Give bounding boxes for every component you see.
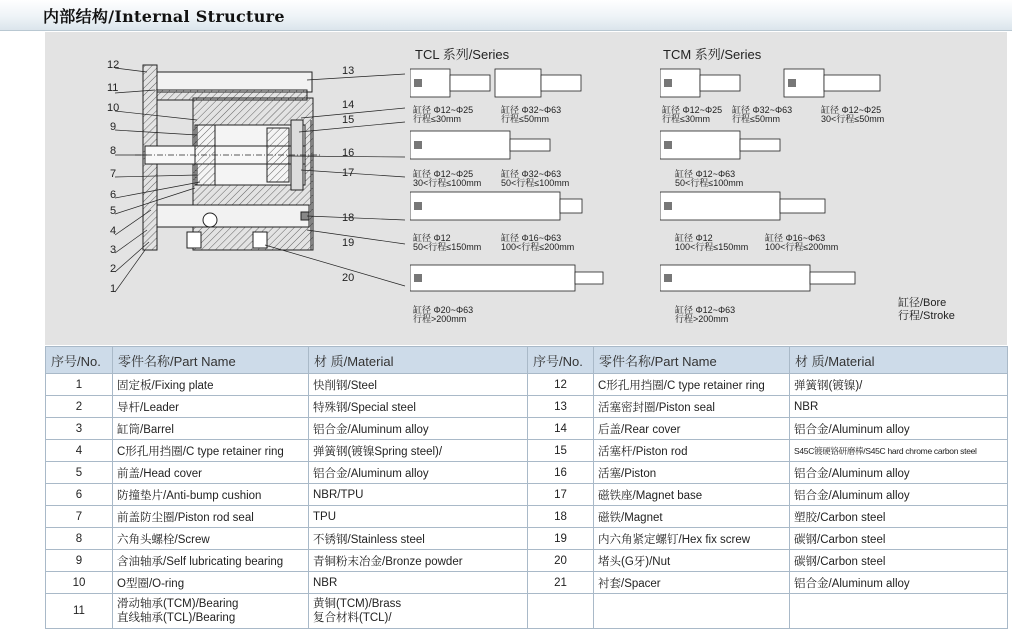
table-row xyxy=(46,484,1008,506)
part-name: 内六角紧定螺钉/Hex fix screw xyxy=(594,528,790,550)
part-name: 堵头(G牙)/Nut xyxy=(594,550,790,572)
tcl-label-1: 缸径 Φ12~Φ25 行程≤30mm xyxy=(413,105,474,124)
part-material: NBR xyxy=(790,396,1008,418)
part-name: 衬套/Spacer xyxy=(594,572,790,594)
part-no: 17 xyxy=(528,484,594,506)
part-name: 活塞密封圈/Piston seal xyxy=(594,396,790,418)
tcm-label-1: 缸径 Φ12~Φ25 行程≤30mm xyxy=(662,105,723,124)
part-material: 特殊钢/Special steel xyxy=(309,396,528,418)
table-row xyxy=(46,462,1008,484)
part-no: 8 xyxy=(46,528,113,550)
part-name: C形孔用挡圈/C type retainer ring xyxy=(113,440,309,462)
part-name: O型圈/O-ring xyxy=(113,572,309,594)
table-row xyxy=(46,506,1008,528)
table-row xyxy=(46,374,1008,396)
tcm-label-4: 缸径 Φ12~Φ63 50<行程≤100mm xyxy=(675,169,744,188)
part-name: 活塞杆/Piston rod xyxy=(594,440,790,462)
part-no: 20 xyxy=(528,550,594,572)
legend-stroke: 行程/Stroke xyxy=(898,310,955,322)
part-name: 前盖/Head cover xyxy=(113,462,309,484)
part-material: 铝合金/Aluminum alloy xyxy=(790,484,1008,506)
table-header-row xyxy=(46,347,1008,374)
part-material: 弹簧钢(镀镍)/ xyxy=(790,374,1008,396)
empty-cell xyxy=(594,594,790,629)
callout-19: 19 xyxy=(342,237,355,249)
part-material: 青铜粉末冶金/Bronze powder xyxy=(309,550,528,572)
part-no: 2 xyxy=(46,396,113,418)
part-no: 18 xyxy=(528,506,594,528)
tcm-label-3: 缸径 Φ12~Φ25 30<行程≤50mm xyxy=(821,105,885,124)
callout-11: 11 xyxy=(107,82,119,94)
part-no: 12 xyxy=(528,374,594,396)
part-name: 固定板/Fixing plate xyxy=(113,374,309,396)
part-material: 黄铜(TCM)/Brass 复合材料(TCL)/ xyxy=(309,594,528,629)
tcl-label-7: 缸径 Φ20~Φ63 行程>200mm xyxy=(413,305,474,324)
part-no: 14 xyxy=(528,418,594,440)
part-material: 铝合金/Aluminum alloy xyxy=(309,418,528,440)
callout-2: 2 xyxy=(110,263,117,275)
part-name: 后盖/Rear cover xyxy=(594,418,790,440)
part-material: 不锈钢/Stainless steel xyxy=(309,528,528,550)
part-no: 5 xyxy=(46,462,113,484)
part-no: 6 xyxy=(46,484,113,506)
part-material: 铝合金/Aluminum alloy xyxy=(790,572,1008,594)
part-name: C形孔用挡圈/C type retainer ring xyxy=(594,374,790,396)
tcm-series-title: TCM 系列/Series xyxy=(663,47,762,62)
part-material: 铝合金/Aluminum alloy xyxy=(309,462,528,484)
header-material: 材 质/Material xyxy=(309,347,528,374)
part-no: 3 xyxy=(46,418,113,440)
callout-18: 18 xyxy=(342,212,355,224)
header-no: 序号/No. xyxy=(528,347,594,374)
table-row xyxy=(46,418,1008,440)
callout-15: 15 xyxy=(342,114,355,126)
part-no: 1 xyxy=(46,374,113,396)
tcm-label-2: 缸径 Φ32~Φ63 行程≤50mm xyxy=(732,105,793,124)
part-no: 19 xyxy=(528,528,594,550)
part-no: 21 xyxy=(528,572,594,594)
callout-4: 4 xyxy=(110,225,117,237)
part-no: 13 xyxy=(528,396,594,418)
empty-cell xyxy=(528,594,594,629)
part-name: 含油轴承/Self lubricating bearing xyxy=(113,550,309,572)
part-no: 11 xyxy=(46,594,113,629)
callout-5: 5 xyxy=(110,205,117,217)
part-name: 磁铁/Magnet xyxy=(594,506,790,528)
part-name: 滑动轴承(TCM)/Bearing 直线轴承(TCL)/Bearing xyxy=(113,594,309,629)
callout-10: 10 xyxy=(107,102,120,114)
callout-1: 1 xyxy=(110,283,117,295)
part-no: 4 xyxy=(46,440,113,462)
title-bar xyxy=(0,0,1012,31)
callout-8: 8 xyxy=(110,145,117,157)
part-name: 防撞垫片/Anti-bump cushion xyxy=(113,484,309,506)
part-material: TPU xyxy=(309,506,528,528)
tcl-series-title: TCL 系列/Series xyxy=(415,47,510,62)
cross-section-diagram xyxy=(115,60,415,320)
part-no: 15 xyxy=(528,440,594,462)
part-name: 磁铁座/Magnet base xyxy=(594,484,790,506)
callout-6: 6 xyxy=(110,189,117,201)
tcl-label-3: 缸径 Φ12~Φ25 30<行程≤100mm xyxy=(413,169,482,188)
tcl-label-6: 缸径 Φ16~Φ63 100<行程≤200mm xyxy=(501,233,575,252)
tcl-label-4: 缸径 Φ32~Φ63 50<行程≤100mm xyxy=(501,169,570,188)
header-no: 序号/No. xyxy=(46,347,113,374)
table-row xyxy=(46,594,1008,629)
parts-table xyxy=(45,346,1008,629)
callout-9: 9 xyxy=(110,121,117,133)
part-material: 铝合金/Aluminum alloy xyxy=(790,462,1008,484)
part-name: 前盖防尘圈/Piston rod seal xyxy=(113,506,309,528)
part-no: 10 xyxy=(46,572,113,594)
part-no: 7 xyxy=(46,506,113,528)
part-no: 9 xyxy=(46,550,113,572)
table-row xyxy=(46,528,1008,550)
part-no: 16 xyxy=(528,462,594,484)
callout-16: 16 xyxy=(342,147,355,159)
part-material: 铝合金/Aluminum alloy xyxy=(790,418,1008,440)
part-material: 碳钢/Carbon steel xyxy=(790,550,1008,572)
tcl-label-2: 缸径 Φ32~Φ63 行程≤50mm xyxy=(501,105,562,124)
table-row xyxy=(46,440,1008,462)
part-name: 导杆/Leader xyxy=(113,396,309,418)
table-row xyxy=(46,396,1008,418)
callout-3: 3 xyxy=(110,244,117,256)
part-material: NBR xyxy=(309,572,528,594)
table-row xyxy=(46,572,1008,594)
callout-17: 17 xyxy=(342,167,355,179)
tcl-label-5: 缸径 Φ12 50<行程≤150mm xyxy=(413,233,482,252)
header-part-name: 零件名称/Part Name xyxy=(113,347,309,374)
callout-20: 20 xyxy=(342,272,355,284)
legend-bore: 缸径/Bore xyxy=(898,297,947,309)
part-name: 活塞/Piston xyxy=(594,462,790,484)
header-part-name: 零件名称/Part Name xyxy=(594,347,790,374)
part-material: 弹簧钢(镀镍Spring steel)/ xyxy=(309,440,528,462)
part-material: 快削钢/Steel xyxy=(309,374,528,396)
part-material: 碳钢/Carbon steel xyxy=(790,528,1008,550)
part-name: 缸筒/Barrel xyxy=(113,418,309,440)
callout-13: 13 xyxy=(342,65,355,77)
bore-stroke-legend xyxy=(898,297,955,323)
tcm-label-7: 缸径 Φ12~Φ63 行程>200mm xyxy=(675,305,736,324)
tcm-label-6: 缸径 Φ16~Φ63 100<行程≤200mm xyxy=(765,233,839,252)
part-material: NBR/TPU xyxy=(309,484,528,506)
drawing-area xyxy=(45,32,1007,345)
empty-cell xyxy=(790,594,1008,629)
tcm-label-5: 缸径 Φ12 100<行程≤150mm xyxy=(675,233,749,252)
part-name: 六角头螺栓/Screw xyxy=(113,528,309,550)
callout-14: 14 xyxy=(342,99,355,111)
page-title: 内部结构/Internal Structure xyxy=(43,7,285,26)
callout-12: 12 xyxy=(107,59,120,71)
header-material: 材 质/Material xyxy=(790,347,1008,374)
part-material: S45C镀硬铬研磨棒/S45C hard chrome carbon steel xyxy=(790,440,1008,462)
table-row xyxy=(46,550,1008,572)
callout-7: 7 xyxy=(110,168,117,180)
part-material: 塑胶/Carbon steel xyxy=(790,506,1008,528)
